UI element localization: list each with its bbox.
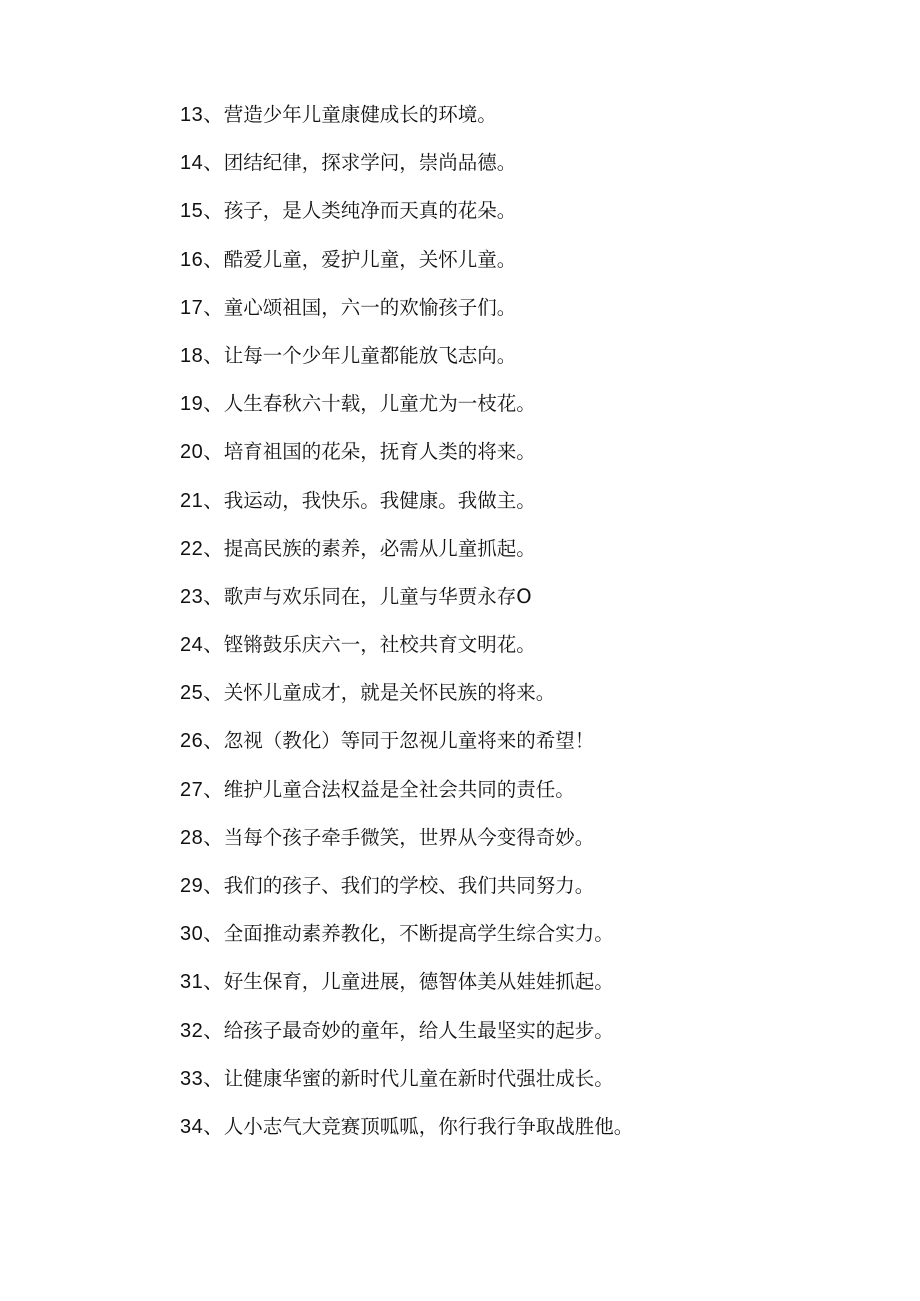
item-number: 28、	[180, 826, 224, 849]
item-number: 27、	[180, 778, 224, 801]
list-item	[180, 675, 633, 723]
item-number: 24、	[180, 634, 224, 657]
item-text: 歌声与欢乐同在，儿童与华贾永存O	[223, 584, 532, 608]
item-text: 酷爱儿童，爱护儿童，关怀儿童。	[223, 247, 517, 271]
item-number: 19、	[180, 393, 224, 416]
list-item	[180, 386, 633, 434]
list-item	[180, 531, 633, 579]
list-item	[180, 193, 633, 241]
item-text: 我们的孩子、我们的学校、我们共同努力。	[223, 874, 595, 897]
item-text: 让健康华蜜的新时代儿童在新时代强壮成长。	[223, 1066, 614, 1090]
list-item	[180, 1061, 633, 1109]
item-text: 培育祖国的花朵，抚育人类的将来。	[223, 440, 536, 464]
item-number: 29、	[180, 875, 224, 897]
item-text: 关怀儿童成才，就是关怀民族的将来。	[223, 681, 556, 705]
list-item	[180, 916, 633, 964]
item-number: 14、	[180, 152, 224, 175]
item-number: 31、	[180, 971, 224, 994]
item-number: 20、	[180, 441, 224, 464]
item-number: 23、	[180, 585, 224, 608]
item-text: 让每一个少年儿童都能放飞志向。	[223, 343, 517, 367]
item-text: 营造少年儿童康健成长的环境。	[223, 103, 497, 126]
list-item	[180, 434, 633, 482]
list-item	[180, 1109, 633, 1157]
item-number: 26、	[180, 730, 224, 753]
item-number: 30、	[180, 923, 224, 946]
list-item	[180, 97, 633, 145]
list-item	[180, 483, 633, 531]
list-item	[180, 723, 633, 771]
list-item	[180, 627, 633, 675]
list-item	[180, 1013, 633, 1061]
item-text: 团结纪律，探求学问，崇尚品德。	[223, 151, 517, 175]
item-number: 21、	[180, 489, 224, 512]
item-text: 给孩子最奇妙的童年，给人生最坚实的起步。	[223, 1018, 614, 1042]
item-number: 33、	[180, 1067, 224, 1090]
item-text: 提高民族的素养，必需从儿童抓起。	[223, 536, 536, 560]
slogan-list	[180, 97, 633, 1157]
item-text: 人生春秋六十载，儿童尤为一枝花。	[223, 392, 536, 416]
item-number: 17、	[180, 296, 224, 319]
list-item	[180, 868, 633, 916]
item-number: 15、	[180, 200, 224, 223]
item-text: 维护儿童合法权益是全社会共同的责任。	[223, 777, 575, 801]
item-number: 32、	[180, 1019, 224, 1042]
item-text: 好生保育，儿童进展，德智体美从娃娃抓起。	[223, 970, 614, 994]
item-number: 18、	[180, 344, 224, 367]
list-item	[180, 338, 633, 386]
list-item	[180, 964, 633, 1012]
item-text: 人小志气大竞赛顶呱呱，你行我行争取战胜他。	[223, 1114, 634, 1138]
item-text: 当每个孩子牵手微笑，世界从今变得奇妙。	[223, 825, 595, 849]
item-number: 22、	[180, 537, 224, 560]
list-item	[180, 242, 633, 290]
item-text: 忽视（教化）等同于忽视儿童将来的希望！	[223, 729, 595, 753]
item-number: 16、	[180, 248, 224, 271]
item-text: 铿锵鼓乐庆六一，社校共育文明花。	[223, 633, 536, 657]
item-number: 34、	[180, 1115, 224, 1138]
list-item	[180, 290, 633, 338]
item-text: 童心颂祖国，六一的欢愉孩子们。	[223, 295, 517, 319]
item-text: 我运动，我快乐。我健康。我做主。	[223, 488, 536, 512]
item-text: 全面推动素养教化，不断提高学生综合实力。	[223, 922, 614, 946]
item-text: 孩子，是人类纯净而天真的花朵。	[223, 199, 517, 223]
item-number: 25、	[180, 682, 224, 705]
list-item	[180, 820, 633, 868]
list-item	[180, 579, 633, 627]
list-item	[180, 772, 633, 820]
list-item	[180, 145, 633, 193]
item-number: 13、	[180, 104, 224, 126]
